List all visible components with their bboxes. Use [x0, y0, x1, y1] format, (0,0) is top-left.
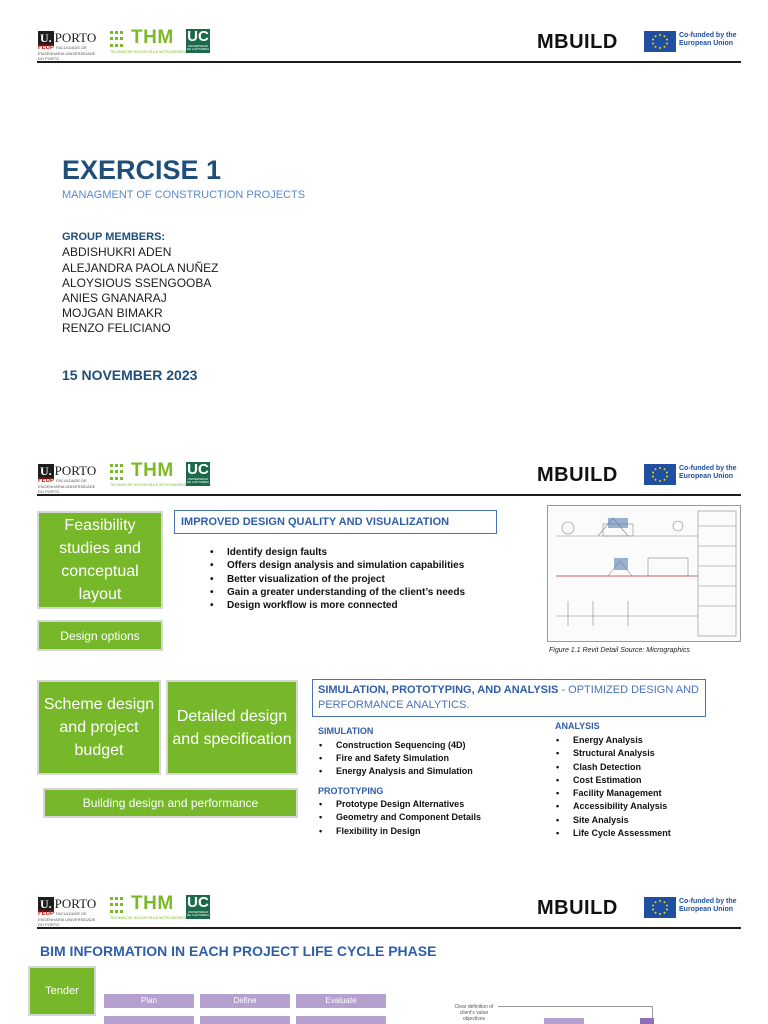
eu-text [679, 465, 737, 481]
figure-caption: Figure 1.1 Revit Detail Source: Micrographics [549, 647, 690, 654]
analysis-item: • Cost Estimation [573, 775, 642, 785]
uporto-u: U. [40, 31, 52, 45]
eu-text-line1: Co-funded by the [679, 898, 737, 905]
thm-logo: THM [131, 893, 174, 914]
uporto-name: PORTO [54, 30, 97, 45]
analysis-item: • Facility Management [573, 788, 662, 798]
eu-text [679, 32, 737, 48]
eu-flag-icon [644, 897, 676, 918]
uporto-u: U. [40, 897, 52, 911]
uc-logo [186, 462, 210, 486]
box-scheme: Scheme design and project budget [37, 680, 161, 775]
prototyping-item: • Flexibility in Design [336, 826, 421, 836]
uc-logo [186, 895, 210, 919]
prototyping-item: • Geometry and Component Details [336, 812, 481, 822]
mbuild-logo: MBUILD [537, 31, 618, 53]
improved-bullet: • Offers design analysis and simulation capabilities [227, 560, 464, 571]
phase-define: Define [200, 994, 290, 1008]
uc-sub: UNIVERSIDAD DE CANTABRIA [187, 44, 209, 51]
feup-logo [38, 478, 98, 494]
eu-text-line1: Co-funded by the [679, 465, 737, 472]
box-building-design: Building design and performance [43, 788, 298, 818]
uc-name: UC [187, 461, 209, 478]
eu-text-line2: European Union [679, 40, 734, 47]
member-name: ANIES GNANARAJ [62, 291, 167, 305]
feup-code: FEUP [38, 45, 55, 51]
thm-logo: THM [131, 460, 174, 481]
prototyping-heading: PROTOTYPING [318, 786, 384, 796]
member-name: MOJGAN BIMAKR [62, 306, 163, 320]
header-divider [37, 927, 741, 929]
diagram-connector [498, 1006, 653, 1007]
thm-dots-icon [110, 464, 124, 482]
analysis-item: • Energy Analysis [573, 735, 643, 745]
uc-sub: UNIVERSIDAD DE CANTABRIA [187, 477, 209, 484]
member-name: ALEJANDRA PAOLA NUÑEZ [62, 261, 219, 275]
bim-lifecycle-title: BIM INFORMATION IN EACH PROJECT LIFE CYCLE PHASE [40, 943, 437, 959]
presentation-date: 15 NOVEMBER 2023 [62, 367, 198, 383]
eu-text-line2: European Union [679, 906, 734, 913]
feup-code: FEUP [38, 911, 55, 917]
uc-name: UC [187, 28, 209, 45]
box-design-options: Design options [37, 620, 163, 651]
member-name: ABDISHUKRI ADEN [62, 245, 172, 259]
analysis-item: • Accessibility Analysis [573, 801, 667, 811]
box-detailed: Detailed design and specification [166, 680, 298, 775]
uc-logo [186, 29, 210, 53]
member-name: RENZO FELICIANO [62, 321, 171, 335]
uporto-u: U. [40, 464, 52, 478]
simulation-item: • Energy Analysis and Simulation [336, 766, 473, 776]
simulation-item: • Construction Sequencing (4D) [336, 740, 466, 750]
uporto-name: PORTO [54, 896, 97, 911]
eu-text-line1: Co-funded by the [679, 32, 737, 39]
mbuild-logo: MBUILD [537, 464, 618, 486]
analysis-item: • Site Analysis [573, 815, 629, 825]
thm-dots-icon [110, 897, 124, 915]
thm-sub: TECHNISCHE HOCHSCHULE MITTELHESSEN [110, 483, 187, 487]
diagram-note: Clear definition of client's value objectives [454, 1004, 494, 1022]
prototyping-item: • Prototype Design Alternatives [336, 799, 464, 809]
phase-bar [200, 1016, 290, 1024]
slide-subtitle: MANAGMENT OF CONSTRUCTION PROJECTS [62, 189, 306, 201]
phase-plan: Plan [104, 994, 194, 1008]
uc-sub: UNIVERSIDAD DE CANTABRIA [187, 910, 209, 917]
box-feasibility: Feasibility studies and conceptual layout [37, 511, 163, 609]
uporto-logo [38, 30, 96, 46]
uc-name: UC [187, 894, 209, 911]
revit-detail-figure [547, 505, 741, 642]
slide-title [0, 0, 768, 420]
simulation-title [312, 679, 706, 717]
improved-bullet: • Gain a greater understanding of the client’s needs [227, 587, 465, 598]
feup-code: FEUP [38, 478, 55, 484]
analysis-item: • Clash Detection [573, 762, 641, 772]
phase-evaluate: Evaluate [296, 994, 386, 1008]
phase-bar [104, 1016, 194, 1024]
simulation-heading: SIMULATION [318, 726, 374, 736]
diagram-box [640, 1018, 654, 1024]
improved-bullet: • Identify design faults [227, 547, 327, 558]
mbuild-logo: MBUILD [537, 897, 618, 919]
eu-text-line2: European Union [679, 473, 734, 480]
uporto-name: PORTO [54, 463, 97, 478]
simulation-title-rest: - OPTIMIZED DESIGN AND PERFORMANCE ANALYTICS. [318, 684, 699, 711]
thm-sub: TECHNISCHE HOCHSCHULE MITTELHESSEN [110, 916, 187, 920]
slide-design-quality [0, 433, 768, 858]
improved-bullet: • Better visualization of the project [227, 574, 385, 585]
thm-dots-icon [110, 31, 124, 49]
member-name: ALOYSIOUS SSENGOOBA [62, 276, 212, 290]
analysis-heading: ANALYSIS [555, 721, 600, 731]
improved-design-title: IMPROVED DESIGN QUALITY AND VISUALIZATION [174, 510, 497, 534]
feup-text: FACULDADE DE ENGENHARIA UNIVERSIDADE DO PORTO [38, 478, 96, 494]
analysis-item: • Life Cycle Assessment [573, 828, 671, 838]
uporto-logo [38, 463, 96, 479]
simulation-item: • Fire and Safety Simulation [336, 753, 449, 763]
group-members-label: GROUP MEMBERS: [62, 231, 166, 243]
tender-box: Tender [28, 966, 96, 1016]
uporto-logo [38, 896, 96, 912]
header-divider [37, 494, 741, 496]
thm-sub: TECHNISCHE HOCHSCHULE MITTELHESSEN [110, 50, 187, 54]
slide-bim-lifecycle [0, 866, 768, 1024]
thm-logo: THM [131, 27, 174, 48]
eu-flag-icon [644, 31, 676, 52]
feup-text: FACULDADE DE ENGENHARIA UNIVERSIDADE DO PORTO [38, 911, 96, 927]
improved-bullet: • Design workflow is more connected [227, 600, 398, 611]
feup-logo [38, 45, 98, 61]
diagram-box [544, 1018, 584, 1024]
analysis-item: • Structural Analysis [573, 748, 655, 758]
phase-bar [296, 1016, 386, 1024]
feup-logo [38, 911, 98, 927]
feup-text: FACULDADE DE ENGENHARIA UNIVERSIDADE DO PORTO [38, 45, 96, 61]
eu-flag-icon [644, 464, 676, 485]
simulation-title-bold: SIMULATION, PROTOTYPING, AND ANALYSIS [318, 684, 559, 696]
header-divider [37, 61, 741, 63]
slide-title-heading: EXERCISE 1 [62, 155, 222, 185]
eu-text [679, 898, 737, 914]
